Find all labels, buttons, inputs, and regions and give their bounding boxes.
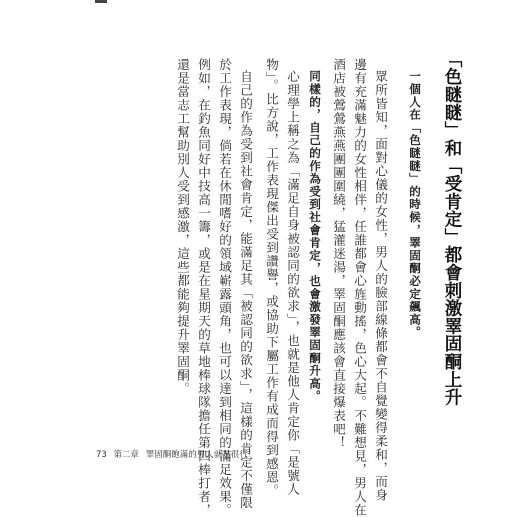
paragraph-lead: 一個人在「色瞇瞇」的時候，睪固酮必定飆高。 <box>408 70 422 339</box>
paragraph-line: 物」。比方說，工作表現傑出受到讚譽，或協助下屬工作有成而得到感恩。 <box>264 58 279 498</box>
corner-mark <box>95 0 107 3</box>
chapter-label: 第二章 <box>113 450 140 460</box>
paragraph-line: 例如，在釣魚同好中技高一籌，或是在星期天的草地棒球隊擔任第四棒打者， <box>196 58 211 517</box>
page-number: 73 <box>96 450 107 460</box>
paragraph-emphasis: 同樣的，自己的作為受到社會肯定，也會激發睪固酮升高。 <box>308 70 322 403</box>
paragraph-line: 酒店被鶯鶯燕燕團團圍繞，猛灌迷湯，睪固酮應該會直接爆表吧！ <box>331 58 346 450</box>
running-title: 睪固酮飽滿的男人就是很行！ <box>145 450 257 460</box>
paragraph-line: 邊有充滿魅力的女性相伴，任誰都會心旌動搖，色心大起。不難想見，男人在 <box>352 58 367 517</box>
page-footer <box>96 448 260 460</box>
section-title: 「色瞇瞇」和「受肯定」都會刺激睪固酮上升 <box>442 50 462 406</box>
paragraph-line: 自己的作為受到社會肯定，能滿足其「被認同的欲求」，這樣的肯定不僅限 <box>238 70 253 510</box>
paragraph-line: 於工作表現，倘若在休閒嗜好的領域嶄露頭角，也可以達到相同的滿足效果。 <box>217 58 232 517</box>
paragraph-line: 還是當志工幫助別人受到感激，這些都能夠提升睪固酮。 <box>175 58 190 396</box>
paragraph-line: 眾所皆知，面對心儀的女性，男人的臉部線條都會不自覺變得柔和，而身 <box>373 70 388 502</box>
paragraph-line: 心理學上稱之為「滿足自身被認同的欲求」，也就是他人肯定你「是號人 <box>285 70 300 496</box>
